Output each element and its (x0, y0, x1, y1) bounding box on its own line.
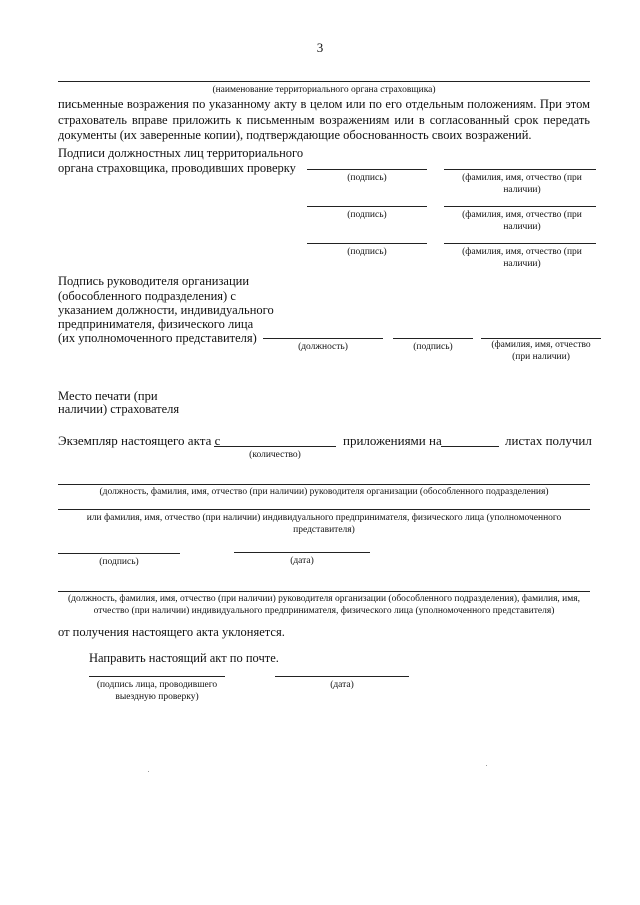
mail-text: Направить настоящий акт по почте. (89, 651, 279, 665)
copy-received-suffix: листах получил (505, 433, 592, 448)
receipt-date-caption: (дата) (290, 556, 314, 566)
receipt-date-line (234, 552, 370, 553)
entrepreneur-caption-line-2: представителя) (293, 525, 355, 535)
inspector-final-signature-line (89, 676, 225, 677)
copy-received-middle: приложениями на (343, 433, 442, 448)
refusal-caption-line-2: отчество (при наличии) индивидуального предпринимателя, физического лица (уполномоченного представителя) (93, 606, 555, 616)
head-name-caption-1: (фамилия, имя, отчество (491, 340, 591, 350)
inspector-3-name-caption: (фамилия, имя, отчество (при наличии) (462, 247, 582, 269)
stamp-label-line-1: Место печати (при (58, 389, 158, 403)
insurer-name-line (58, 81, 590, 82)
inspector-2-signature-line (307, 206, 427, 207)
inspector-2-name-line (444, 206, 596, 207)
scan-speck (148, 771, 149, 772)
head-position-caption: (должность) (298, 342, 348, 352)
refusal-text: от получения настоящего акта уклоняется. (58, 625, 285, 639)
final-date-line (275, 676, 409, 677)
head-label-line-1: Подпись руководителя организации (58, 274, 250, 288)
refusal-caption-line-1: (должность, фамилия, имя, отчество (при наличии) руководителя организации (обособленного подразделения), фамилия, имя, (67, 594, 581, 604)
inspector-final-caption-1: (подпись лица, проводившего (96, 680, 218, 690)
inspectors-label-line-1: Подписи должностных лиц территориального (58, 146, 304, 160)
inspector-1-signature-line (307, 169, 427, 170)
head-signature-line (393, 338, 473, 339)
receipt-signature-line (58, 553, 180, 554)
head-label-line-4: предпринимателя, физического лица (58, 317, 254, 331)
entrepreneur-name-line (58, 509, 590, 510)
paragraph-line-2: страхователь вправе приложить к письменным возражениям или в согласованный срок передать (58, 113, 590, 127)
paragraph-line-1: письменные возражения по указанному акту в целом или по его отдельным положениям. При этом (58, 97, 590, 111)
inspector-1-name-line (444, 169, 596, 170)
inspector-3-signature-line (307, 243, 427, 244)
receipt-signature-caption: (подпись) (99, 557, 139, 567)
inspectors-label-line-2: органа страховщика, проводивших проверку (58, 161, 296, 175)
page-number: 3 (316, 40, 324, 55)
entrepreneur-caption-line-1: или фамилия, имя, отчество (при наличии) индивидуального предпринимателя, физического лица (уполномоченного (86, 513, 562, 523)
inspector-1-name-caption: (фамилия, имя, отчество (при наличии) (462, 173, 582, 195)
inspector-2-name-caption: (фамилия, имя, отчество (при наличии) (462, 210, 582, 232)
head-label-line-5: (их уполномоченного представителя) (58, 331, 257, 345)
refusal-name-line (58, 591, 590, 592)
head-label-line-3: указанием должности, индивидуального (58, 303, 274, 317)
inspector-3-signature-caption: (подпись) (347, 247, 387, 257)
sheets-count-line (441, 446, 499, 447)
final-date-caption: (дата) (330, 680, 354, 690)
inspector-2-signature-caption: (подпись) (347, 210, 387, 220)
scan-speck (486, 765, 487, 766)
inspector-3-name-line (444, 243, 596, 244)
stamp-label-line-2: наличии) страхователя (58, 402, 180, 416)
inspector-final-caption-2: выездную проверку) (115, 692, 199, 702)
head-label-line-2: (обособленного подразделения) с (58, 289, 236, 303)
copy-received-prefix: Экземпляр настоящего акта с (58, 433, 221, 448)
head-org-name-caption: (должность, фамилия, имя, отчество (при наличии) руководителя организации (обособленного подразделения) (99, 487, 549, 497)
insurer-name-caption: (наименование территориального органа страховщика) (212, 85, 436, 95)
head-org-name-line (58, 484, 590, 485)
attachments-quantity-caption: (количество) (249, 450, 301, 460)
paragraph-line-3: документы (их заверенные копии), подтверждающие обоснованность своих возражений. (58, 128, 532, 142)
head-signature-caption: (подпись) (413, 342, 453, 352)
head-name-caption-2: (при наличии) (512, 352, 570, 362)
head-position-line (263, 338, 383, 339)
attachments-quantity-line (214, 446, 336, 447)
inspector-1-signature-caption: (подпись) (347, 173, 387, 183)
